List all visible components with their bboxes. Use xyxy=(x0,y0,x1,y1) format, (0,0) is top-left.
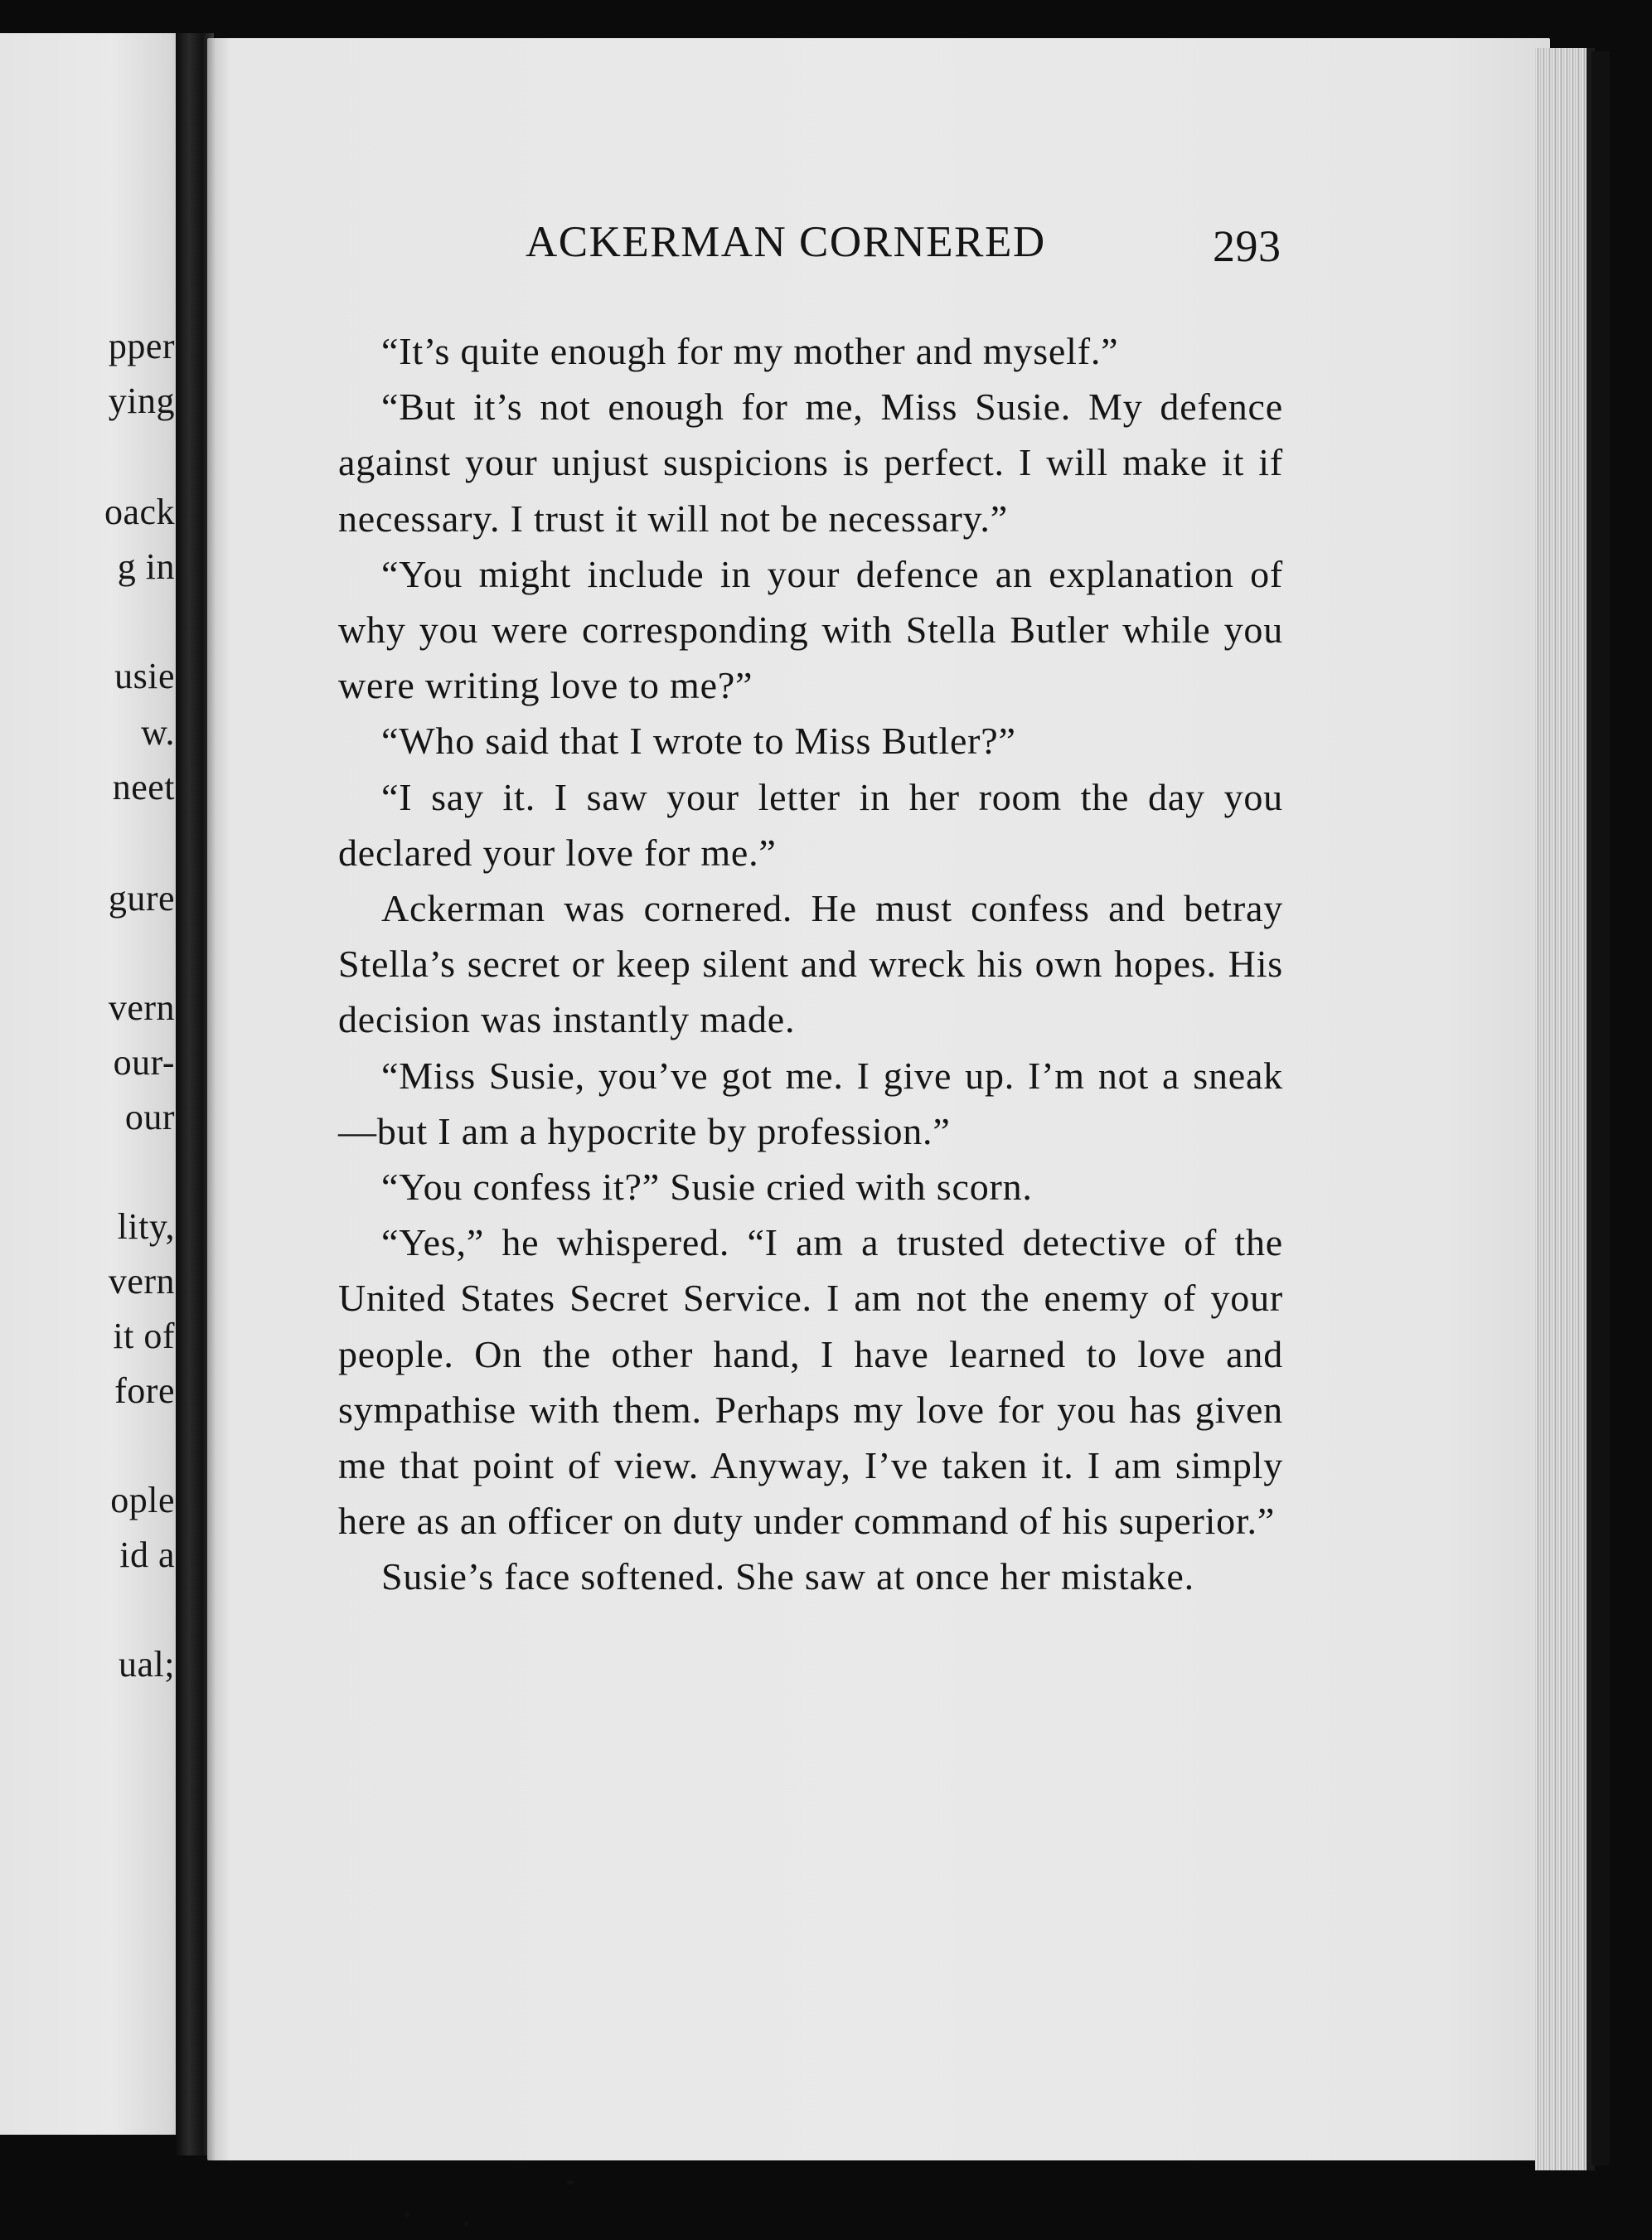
paragraph: “I say it. I saw your letter in her room the day you declared your love for me.” xyxy=(338,775,1283,874)
scan-speck xyxy=(405,2212,409,2217)
left-page-text-fragment: usie xyxy=(114,656,175,696)
left-page-text-fragment: ople xyxy=(110,1480,175,1520)
left-page-text-fragment: id a xyxy=(119,1535,175,1575)
paragraph: “Who said that I wrote to Miss Butler?” xyxy=(381,720,1016,763)
paragraph: “You confess it?” Susie cried with scorn. xyxy=(381,1166,1033,1209)
page-edges xyxy=(1535,48,1595,2170)
left-page-text-fragment: our xyxy=(124,1097,175,1137)
paragraph: Susie’s face softened. She saw at once her mistake. xyxy=(381,1555,1194,1598)
running-head: ACKERMAN CORNERED xyxy=(526,218,1046,266)
left-page-text-fragment: g in xyxy=(117,546,175,587)
left-page-text-fragment: pper xyxy=(108,326,175,366)
paragraph: “You might include in your defence an explanation of why you were corresponding with Stella Butler while you were writing love to me?” xyxy=(338,552,1283,707)
paragraph: Ackerman was cornered. He must confess and betray Stella’s secret or keep silent and wreck his own hopes. His decision was instantly made. xyxy=(338,887,1283,1041)
left-page-text-fragment: vern xyxy=(108,1261,175,1302)
scan-speck xyxy=(464,2222,468,2226)
left-page-text-fragment: neet xyxy=(112,767,175,807)
left-facing-page xyxy=(0,33,187,2135)
scan-speck xyxy=(567,2180,574,2184)
left-page-text-fragment: fore xyxy=(114,1370,175,1411)
left-page-text-fragment: it of xyxy=(113,1316,175,1356)
left-page-text-fragment: ual; xyxy=(119,1644,175,1685)
left-page-text-fragment: gure xyxy=(108,878,175,919)
left-page-text-fragment: our- xyxy=(113,1042,175,1083)
left-page-text-fragment: ying xyxy=(108,381,175,421)
left-page-text-fragment: oack xyxy=(104,492,175,532)
left-page-text-fragment: lity, xyxy=(117,1206,175,1247)
body-text xyxy=(338,323,1283,1605)
book-cover-edge xyxy=(1591,51,1610,2165)
page-number: 293 xyxy=(1213,221,1281,271)
paragraph: “Yes,” he whispered. “I am a trusted detective of the United States Secret Service. I am not the enemy of your people. On the other hand, I have learned to love and sympathise with them. Perhaps my love for you has given me that point of view. Anyway, I’ve taken it. I am simply here as an officer on duty under command of his superior.” xyxy=(338,1221,1283,1543)
paragraph: “It’s quite enough for my mother and myself.” xyxy=(381,330,1119,372)
left-page-text-fragment: vern xyxy=(108,987,175,1028)
paragraph: “Miss Susie, you’ve got me. I give up. I’m not a sneak—but I am a hypocrite by profession.” xyxy=(338,1054,1283,1152)
left-page-text-fragment: w. xyxy=(141,712,175,753)
paragraph: “But it’s not enough for me, Miss Susie. My defence against your unjust suspicions is perfect. I will make it if necessary. I trust it will not be necessary.” xyxy=(338,385,1283,540)
